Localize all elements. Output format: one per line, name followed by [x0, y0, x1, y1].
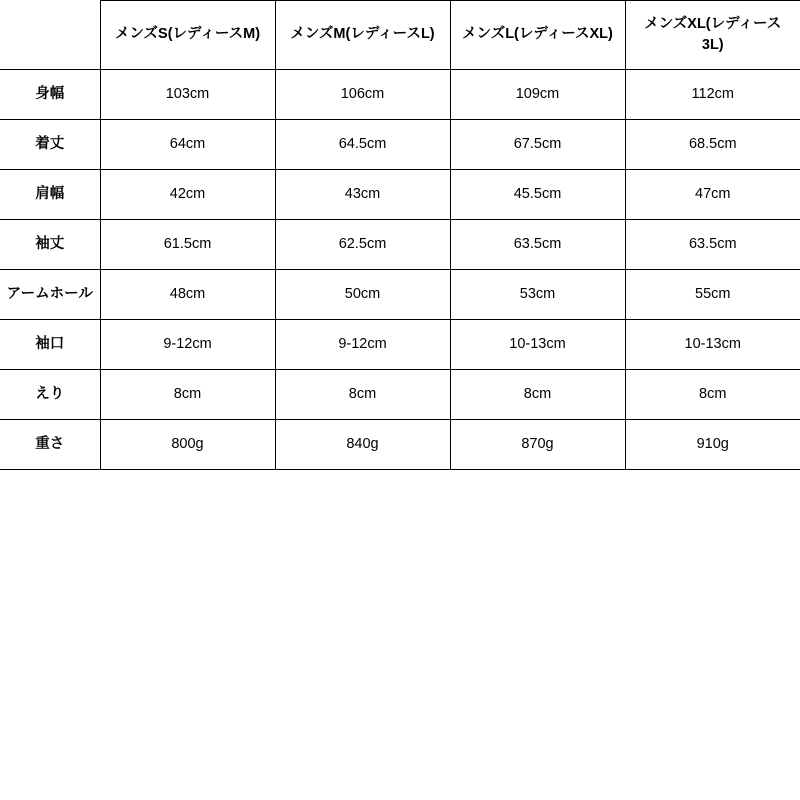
- table-cell: 63.5cm: [625, 220, 800, 270]
- table-cell: 10-13cm: [450, 320, 625, 370]
- table-cell: 61.5cm: [100, 220, 275, 270]
- table-cell: 63.5cm: [450, 220, 625, 270]
- table-corner-cell: [0, 1, 100, 70]
- table-cell: 9-12cm: [100, 320, 275, 370]
- table-header: [0, 1, 800, 70]
- table-cell: 68.5cm: [625, 120, 800, 170]
- table-cell: 870g: [450, 420, 625, 470]
- table-cell: 8cm: [625, 370, 800, 420]
- table-row: [0, 320, 800, 370]
- table-cell: 910g: [625, 420, 800, 470]
- column-header-mens-xl: メンズXL(レディース3L): [625, 1, 800, 70]
- row-label: えり: [0, 370, 100, 420]
- column-header-mens-l: メンズL(レディースXL): [450, 1, 625, 70]
- table-row: [0, 270, 800, 320]
- table-row: [0, 120, 800, 170]
- table-cell: 10-13cm: [625, 320, 800, 370]
- table-body: [0, 70, 800, 470]
- table-cell: 8cm: [450, 370, 625, 420]
- table-cell: 48cm: [100, 270, 275, 320]
- table-cell: 67.5cm: [450, 120, 625, 170]
- row-label: 袖丈: [0, 220, 100, 270]
- table-cell: 106cm: [275, 70, 450, 120]
- table-cell: 55cm: [625, 270, 800, 320]
- row-label: 肩幅: [0, 170, 100, 220]
- table-cell: 43cm: [275, 170, 450, 220]
- table-cell: 9-12cm: [275, 320, 450, 370]
- table-cell: 8cm: [100, 370, 275, 420]
- table-cell: 42cm: [100, 170, 275, 220]
- row-label: 袖口: [0, 320, 100, 370]
- table-row: [0, 170, 800, 220]
- table-row: [0, 220, 800, 270]
- column-header-mens-s: メンズS(レディースM): [100, 1, 275, 70]
- table-cell: 45.5cm: [450, 170, 625, 220]
- row-label: 身幅: [0, 70, 100, 120]
- table-cell: 62.5cm: [275, 220, 450, 270]
- table-cell: 103cm: [100, 70, 275, 120]
- table-header-row: [0, 1, 800, 70]
- table-cell: 109cm: [450, 70, 625, 120]
- table-cell: 8cm: [275, 370, 450, 420]
- table-row: [0, 370, 800, 420]
- table-cell: 47cm: [625, 170, 800, 220]
- row-label: アームホール: [0, 270, 100, 320]
- row-label: 重さ: [0, 420, 100, 470]
- table-cell: 840g: [275, 420, 450, 470]
- table-row: [0, 420, 800, 470]
- table-cell: 800g: [100, 420, 275, 470]
- table-cell: 50cm: [275, 270, 450, 320]
- column-header-mens-m: メンズM(レディースL): [275, 1, 450, 70]
- table-cell: 112cm: [625, 70, 800, 120]
- table-cell: 64.5cm: [275, 120, 450, 170]
- row-label: 着丈: [0, 120, 100, 170]
- table-row: [0, 70, 800, 120]
- table-cell: 64cm: [100, 120, 275, 170]
- table-cell: 53cm: [450, 270, 625, 320]
